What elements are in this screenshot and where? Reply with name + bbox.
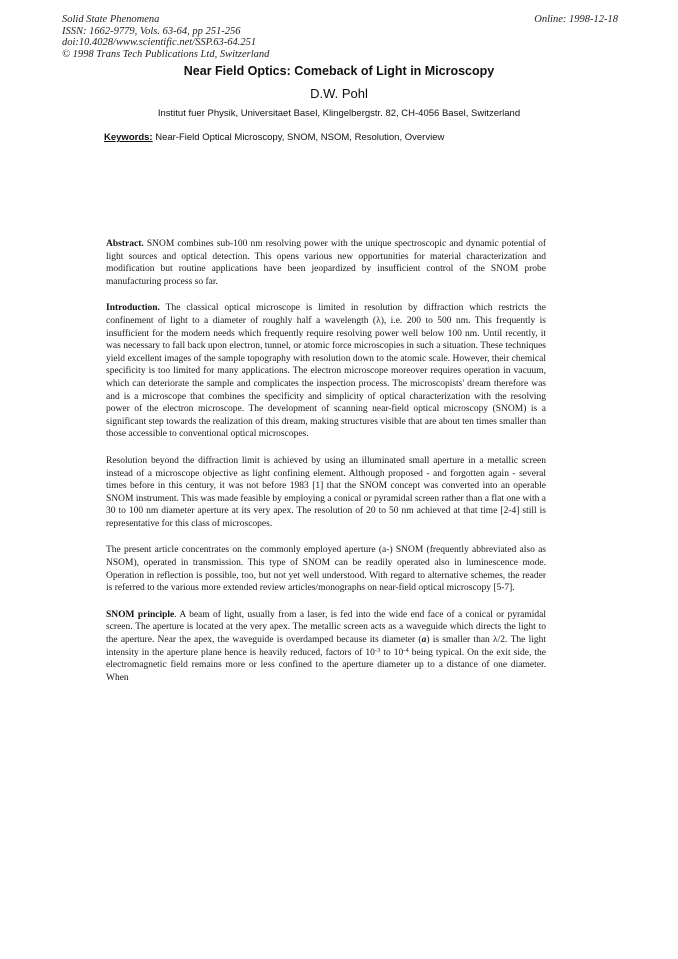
abstract-label: Abstract.	[106, 239, 144, 249]
present-article-paragraph: The present article concentrates on the commonly employed aperture (a-) SNOM (frequently abbreviated also as NSOM), operated in transmission. This type of SNOM can be readily operated also in luminescence mode. Operation in reflection is possible, too, but not yet well understood. With regard to alternative schemes, the reader is referred to the various more extended review articles/monographs on near-field optical microscopy [5-7].	[106, 545, 546, 594]
abstract-text: SNOM combines sub-100 nm resolving power with the unique spectroscopic and dynamic potential of light sources and optical detection. This opens various new opportunities for material characterization and modification but routine applications have been jeopardized by insufficient control of the SNOM probe manufacturing process so far.	[106, 239, 546, 287]
introduction-text: The classical optical microscope is limited in resolution by diffraction which restricts the confinement of light to a diameter of roughly half a wavelength (λ), i.e. 200 to 500 nm. This frequently is insufficient for the modern needs which frequently require resolving power well below 100 nm. Until recently, it was necessary to fall back upon electron, tunnel, or atomic force microscopies in such a situation. These techniques yield excellent images of the sample topography with resolution down to the atomic scale. However, their chemical specificity is too limited for many applications. The electron microscope moreover requires operation in vacuum, which can deteriorate the sample and complicates the inspection process. The microscopists' dream therefore was and is a microscope that combines the specificity and simplicity of optical characterization with the resolving power of the electron microscope. The development of scanning near-field optical microscopy (SNOM) is a significant step towards the realization of this dream, making structures visible that are about ten times smaller than those accessible to conventional optical microscopes.	[106, 303, 546, 440]
paper-title: Near Field Optics: Comeback of Light in Microscopy	[183, 64, 495, 78]
introduction-label: Introduction.	[106, 303, 160, 314]
snom-principle-text-b: ) is smaller than λ/2. The light intensity in the aperture plane hence is heavily reduced, factors of 10	[106, 635, 546, 658]
snom-principle-text-c: to 10	[380, 647, 404, 658]
journal-name: Solid State Phenomena	[62, 14, 160, 25]
snom-principle-paragraph	[106, 609, 546, 685]
keywords-line	[104, 132, 444, 143]
copyright-line: © 1998 Trans Tech Publications Ltd, Switzerland	[62, 48, 270, 60]
abstract-paragraph	[106, 238, 546, 288]
snom-principle-text-a: . A beam of light, usually from a laser, is fed into the wide end face of a conical or pyramidal screen. The aperture is located at the very apex. The metallic screen acts as a waveguide which directs the light to the aperture. Near the apex, the waveguide is overdamped because its diameter (	[106, 609, 547, 646]
keywords-text: Near-Field Optical Microscopy, SNOM, NSOM, Resolution, Overview	[155, 132, 445, 143]
aperture-symbol: a	[421, 635, 427, 646]
keywords-label: Keywords:	[104, 132, 153, 143]
snom-principle-text-d: being typical. On the exit side, the electromagnetic field remains more or less confined to the aperture diameter up to a distance of one diameter. When	[106, 647, 546, 683]
paper-body	[106, 238, 546, 698]
paper-author: D.W. Pohl	[310, 86, 368, 101]
publication-info	[62, 14, 269, 60]
exponent-2: -4	[403, 646, 409, 654]
online-date: Online: 1998-12-18	[534, 14, 618, 25]
snom-principle-label: SNOM principle	[106, 609, 175, 620]
author-affiliation: Institut fuer Physik, Universitaet Basel, Klingelbergstr. 82, CH-4056 Basel, Switzerland	[157, 108, 521, 119]
issn-line: ISSN: 1662-9779, Vols. 63-64, pp 251-256	[62, 25, 241, 37]
introduction-paragraph	[106, 302, 546, 441]
resolution-paragraph: Resolution beyond the diffraction limit is achieved by using an illuminated small aperture in a metallic screen instead of a microscope objective as light confining element. Although proposed - and forgotten again - several times before in this century, it was not before 1983 [1] that the SNOM concept was converted into an operable SNOM instrument. This was made feasible by employing a conical or pyramidal screen rather than a flat one with a 30 to 100 nm diameter aperture at its very apex. The resolution of 20 to 50 nm achieved at that time [2-4] still is representative for this class of microscopes.	[106, 455, 546, 529]
doi-line[interactable]: doi:10.4028/www.scientific.net/SSP.63-64.251	[62, 37, 257, 48]
exponent-1: -3	[374, 646, 381, 654]
